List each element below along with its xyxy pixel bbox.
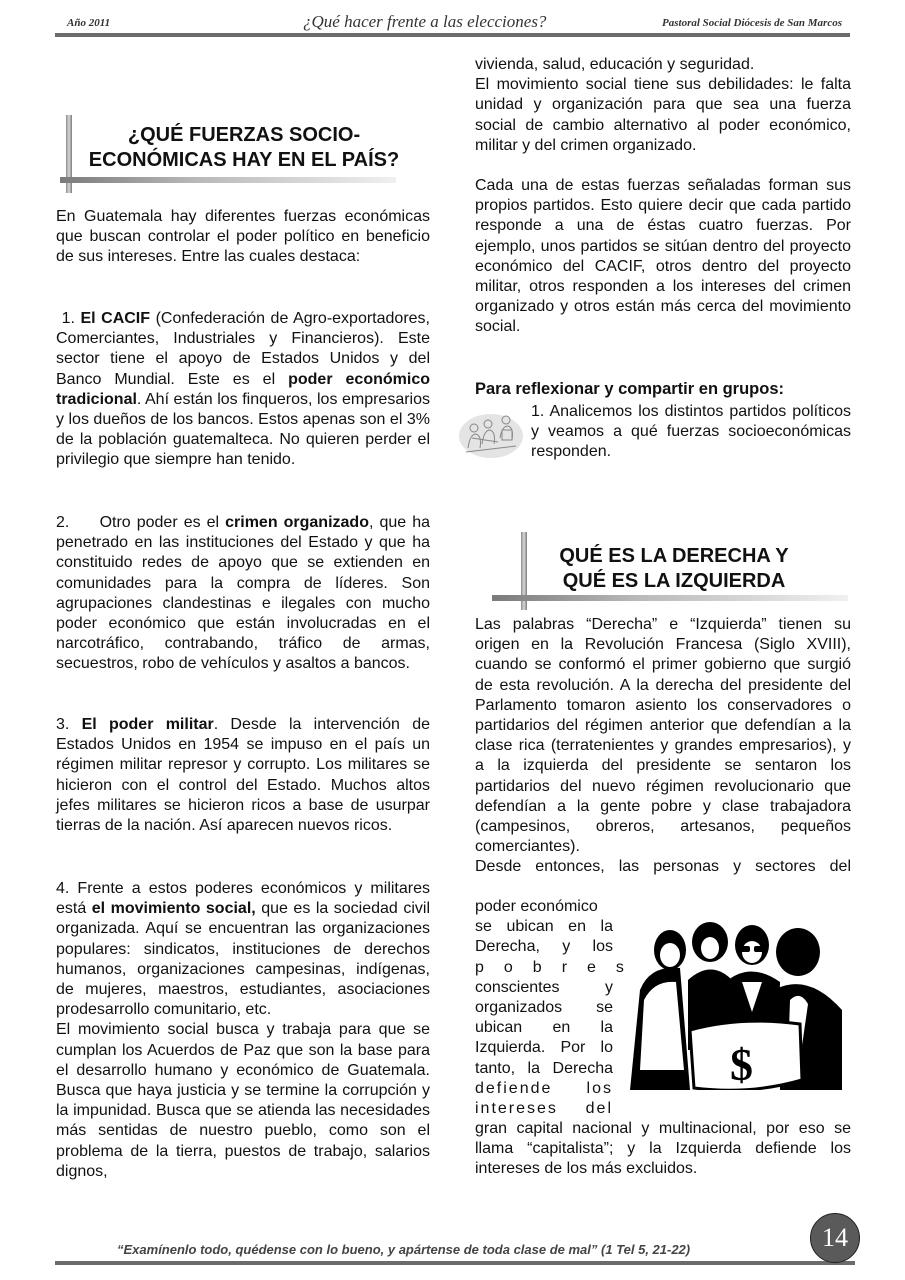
closing-paragraph: gran capital nacional y multinacional, por eso se llama “capitalista”; y la Izquierda defiende los intereses de los más excluidos. [475, 1120, 851, 1178]
continuation-line: vivienda, salud, educación y seguridad. [475, 56, 755, 73]
bold-term: El CACIF [80, 310, 151, 327]
section-title-derecha-izquierda [492, 532, 852, 610]
since-line: Desde entonces, las personas y sectores del [475, 858, 851, 876]
header-year: Año 2011 [67, 17, 111, 29]
right-column-top [475, 55, 851, 338]
footer-rule [55, 1261, 855, 1265]
group-discussion-icon [458, 408, 524, 460]
reflection-item: 1. Analicemos los distintos partidos políticos y veamos a qué fuerzas socioeconómicas responden. [531, 403, 851, 461]
origin-block [475, 615, 851, 878]
origin-paragraph: Las palabras “Derecha” e “Izquierda” tienen su origen en la Revolución Francesa (Siglo XVIII), cuando se conformó el primer gobierno que surgió de esta revolución. A la derecha del presidente del Parlamento tomaron asiento los conservadores o partidarios del régimen anterior que defendían a la clase rica (terratenientes y grandes empresarios), y a la izquierda del presidente se sentaron los partidarios del nuevo régimen revolucionario que defendían a la gente pobre y clase trabajadora (campesinos, obreros, artesanos, pequeños comerciantes). [475, 616, 851, 856]
bold-term: crimen organizado [225, 514, 369, 531]
header-title: ¿Qué hacer frente a las elecciones? [303, 12, 547, 31]
dollar-sign: $ [730, 1039, 753, 1090]
section-title-fuerzas [60, 115, 420, 195]
title-horizontal-bar [60, 177, 396, 183]
closing-block [475, 1119, 851, 1180]
item-number: 3. [56, 716, 70, 733]
item-movimiento: 4. Frente a estos poderes económicos y militares está el movimiento social, que es la sociedad civil organizada. Aquí se encuentran las organizaciones populares: sindicatos, instituciones de derechos humanos, organizaciones campesinas, indígenas, de mujeres, maestros, estudiantes, asociaciones prodesarrollo comunitario, etc. El movimiento social busca y trabaja para que se cumplan los Acuerdos de Paz que son la base para el desarrollo humano y económico de Guatemala. Busca que haya justicia y se termine la corrupción y la impunidad. Busca que se atienda las necesidades más sentidas de nuestro pueblo, como son el problema de la tierra, puestos de trabajo, salarios dignos, [56, 879, 430, 1182]
intro-paragraph: En Guatemala hay diferentes fuerzas económicas que buscan controlar el poder político en beneficio de sus intereses. Entre las cuales destaca: [56, 208, 430, 266]
left-column [56, 207, 430, 268]
item-number: 1. [61, 310, 75, 327]
item-number: 2. [56, 514, 70, 531]
item-cacif: 1. El CACIF (Confederación de Agro-exportadores, Comerciantes, Industriales y Financieros). Este sector tiene el apoyo de Estados Unidos y del Banco Mundial. Este es el poder económico tradicional. Ahí están los finqueros, los empresarios y los dueños de los bancos. Estos apenas son el 3% de la población guatemalteca. No quieren perder el privilegio que siempre han tenido. [56, 310, 430, 469]
item-crimen: 2. Otro poder es el crimen organizado, que ha penetrado en las instituciones del Estado y que ha constituido redes de apoyo que se extienden en comunidades para la compra de líderes. Son agrupaciones clandestinas e ilegales con mucho poder económico que están involucradas en el narcotráfico, contrabando, tráfico de armas, secuestros, robo de vehículos y asaltos a bancos. [56, 514, 431, 673]
page-number-badge: 14 [810, 1213, 860, 1263]
header-rule [55, 33, 850, 37]
reflection-block [475, 379, 851, 399]
item-number: 4. [56, 880, 70, 897]
item-militar: 3. El poder militar. Desde la intervención de Estados Unidos en 1954 se impuso en el país un régimen militar represor y corrupto. Los militares se hicieron con el control del Estado. Muchos altos jefes militares se hicieron ricos a base de usurpar tierras de la nación. Así aparecen nuevos ricos. [56, 716, 430, 835]
bold-term: poder económico tradicional [56, 370, 430, 408]
title-horizontal-bar [492, 595, 848, 601]
section-heading: QUÉ ES LA DERECHA Y QUÉ ES LA IZQUIERDA [559, 545, 789, 592]
wrapped-text: poder económico se ubican en la Derecha, y los pobres conscientes y organizados se ubican en la Izquierda. Por lo tanto, la Derecha defiende los intereses del [475, 898, 644, 1118]
bold-term: El poder militar [81, 716, 214, 733]
men-with-money-bag-illustration [630, 920, 842, 1090]
movement-paragraph: El movimiento social busca y trabaja para que se cumplan los Acuerdos de Paz que son la base para el desarrollo humano y económico de Guatemala. Busca que haya justicia y se termine la corrupción y la impunidad. Busca que se atienda las necesidades más sentidas de nuestro pueblo, como son el problema de la tierra, puestos de trabajo, salarios dignos, [56, 1021, 430, 1180]
section-heading: ¿QUÉ FUERZAS SOCIO- ECONÓMICAS HAY EN EL PAÍS? [88, 124, 400, 171]
header-organization: Pastoral Social Diócesis de San Marcos [662, 17, 842, 29]
bold-term: el movimiento social, [91, 900, 256, 918]
weakness-paragraph: El movimiento social tiene sus debilidades: le falta unidad y organización para que sea una fuerza social de cambio alternativo al poder económico, militar y del crimen organizado. [475, 76, 851, 154]
reflection-heading: Para reflexionar y compartir en grupos: [475, 380, 785, 398]
parties-paragraph: Cada una de estas fuerzas señaladas forman sus propios partidos. Esto quiere decir que cada partido responde a una de éstas cuatro fuerzas. Por ejemplo, unos partidos se sitúan dentro del proyecto económico del CACIF, otros dentro del proyecto militar, otros responden a los intereses del crimen organizado y otros están más cerca del movimiento social. [475, 177, 851, 336]
footer-quote: “Examínenlo todo, quédense con lo bueno, y apártense de toda clase de mal” (1 Tel 5, 21-22) [117, 1242, 691, 1257]
